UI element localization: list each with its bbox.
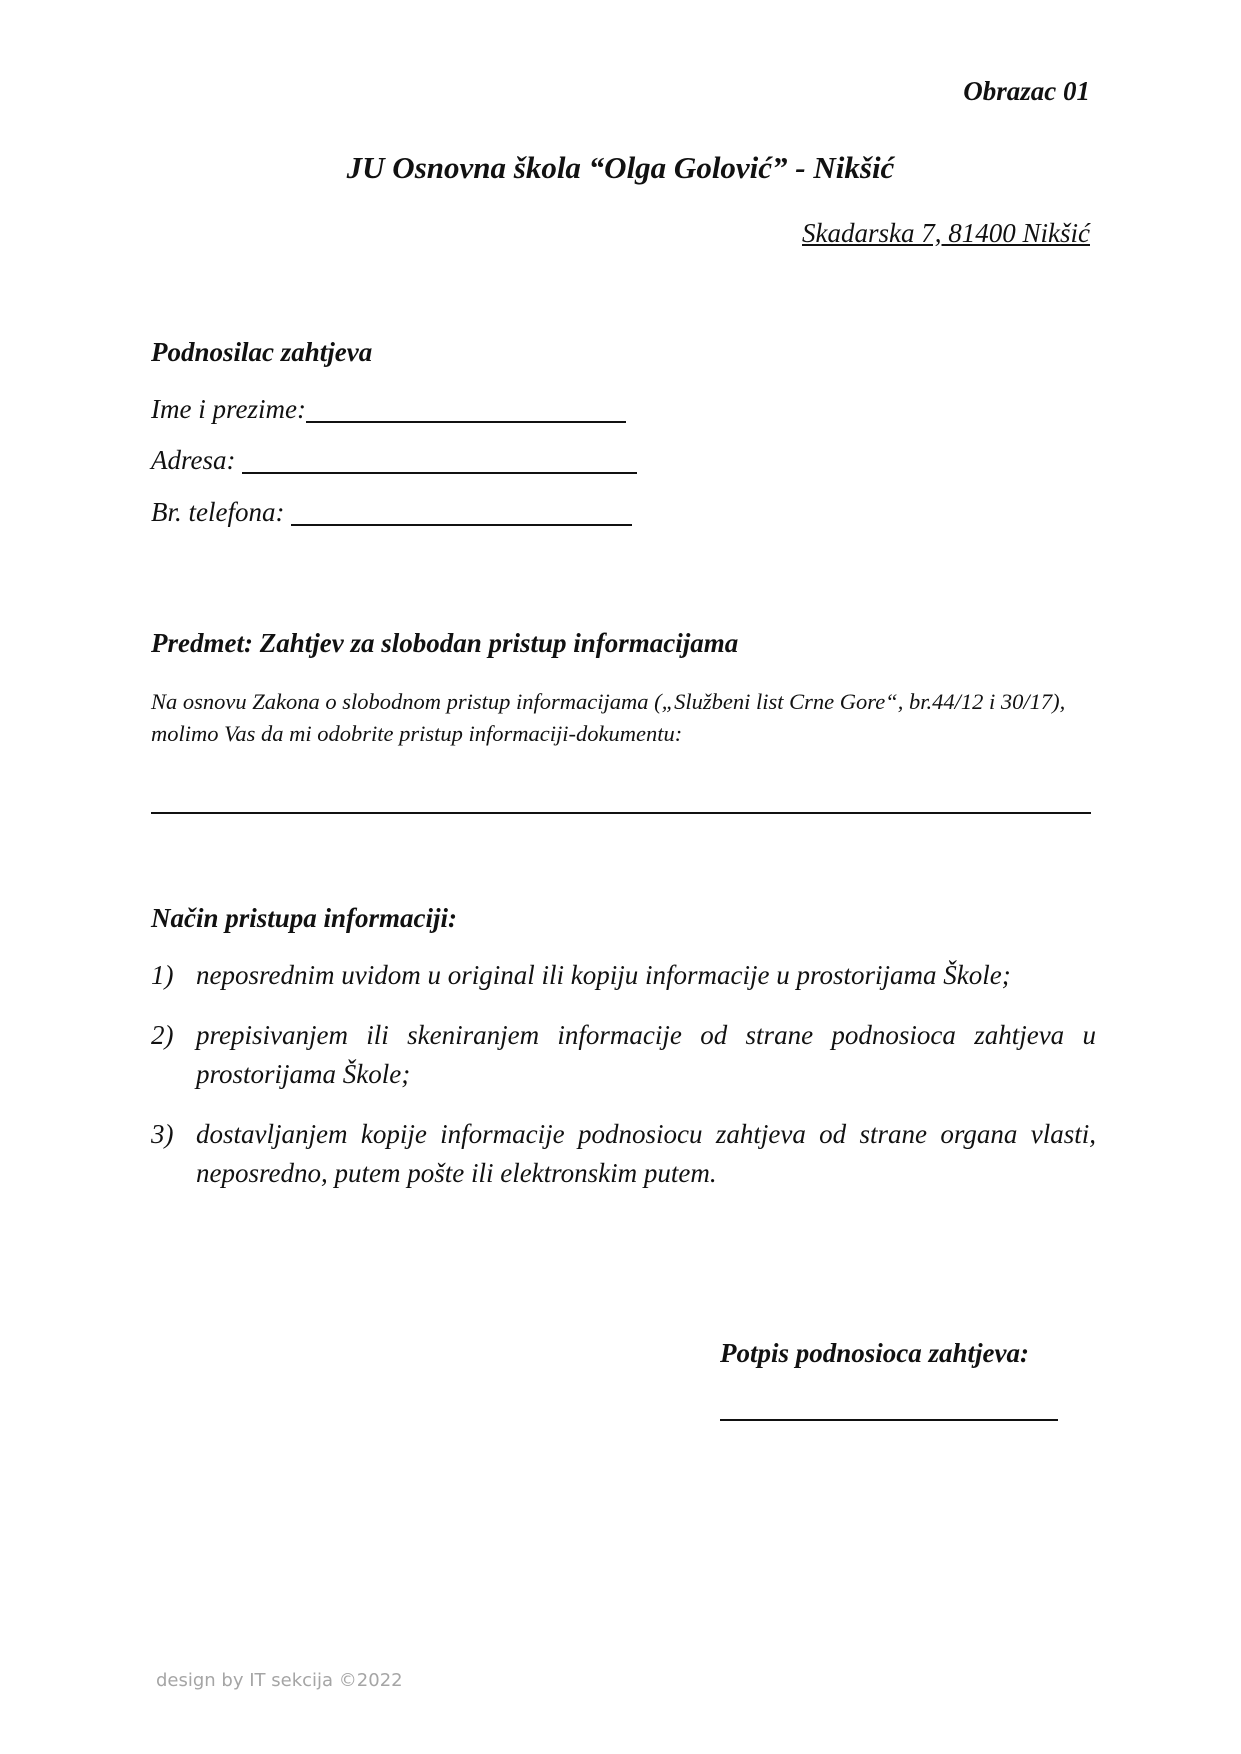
subject-title: Predmet: Zahtjev za slobodan pristup informacijama [151,628,739,658]
name-field[interactable] [151,389,626,425]
name-field-label: Ime i prezime: [151,394,306,424]
access-option-number: 2) [151,1020,174,1050]
access-method-title: Način pristupa informaciji: [151,903,458,933]
address-field-line[interactable] [242,472,637,474]
requested-document-line[interactable] [151,812,1091,814]
school-address: Skadarska 7, 81400 Nikšić [802,218,1090,248]
legal-basis-text: Na osnovu Zakona o slobodnom pristup informacijama („Službeni list Crne Gore“, br.44/12 i 30/17), molimo Vas da mi odobrite pristup informaciji-dokumentu: [151,689,1066,746]
access-option-number: 1) [151,960,174,990]
access-option-number: 3) [151,1119,174,1149]
access-option-1 [151,956,1096,995]
phone-field-line[interactable] [291,524,632,526]
access-option-text: dostavljanjem kopije informacije podnosiocu zahtjeva od strane organa vlasti, neposredno, putem pošte ili elektronskim putem. [196,1119,1096,1188]
access-option-text: neposrednim uvidom u original ili kopiju informacije u prostorijama Škole; [196,960,1011,990]
footer-credit: design by IT sekcija ©2022 [156,1670,403,1691]
access-option-text: prepisivanjem ili skeniranjem informacije od strane podnosioca zahtjeva u prostorijama Škole; [196,1020,1096,1089]
phone-field-label: Br. telefona: [151,497,292,527]
form-number: Obrazac 01 [963,76,1090,106]
address-field[interactable] [151,440,637,476]
name-field-line[interactable] [306,421,626,423]
access-option-2 [151,1016,1096,1094]
address-field-label: Adresa: [151,445,243,475]
school-name: JU Osnovna škola “Olga Golović” - Nikšić [346,150,895,185]
access-option-3 [151,1115,1096,1193]
signature-label: Potpis podnosioca zahtjeva: [720,1338,1029,1368]
signature-line[interactable] [720,1419,1058,1421]
applicant-section-title: Podnosilac zahtjeva [151,337,373,367]
phone-field[interactable] [151,492,632,528]
